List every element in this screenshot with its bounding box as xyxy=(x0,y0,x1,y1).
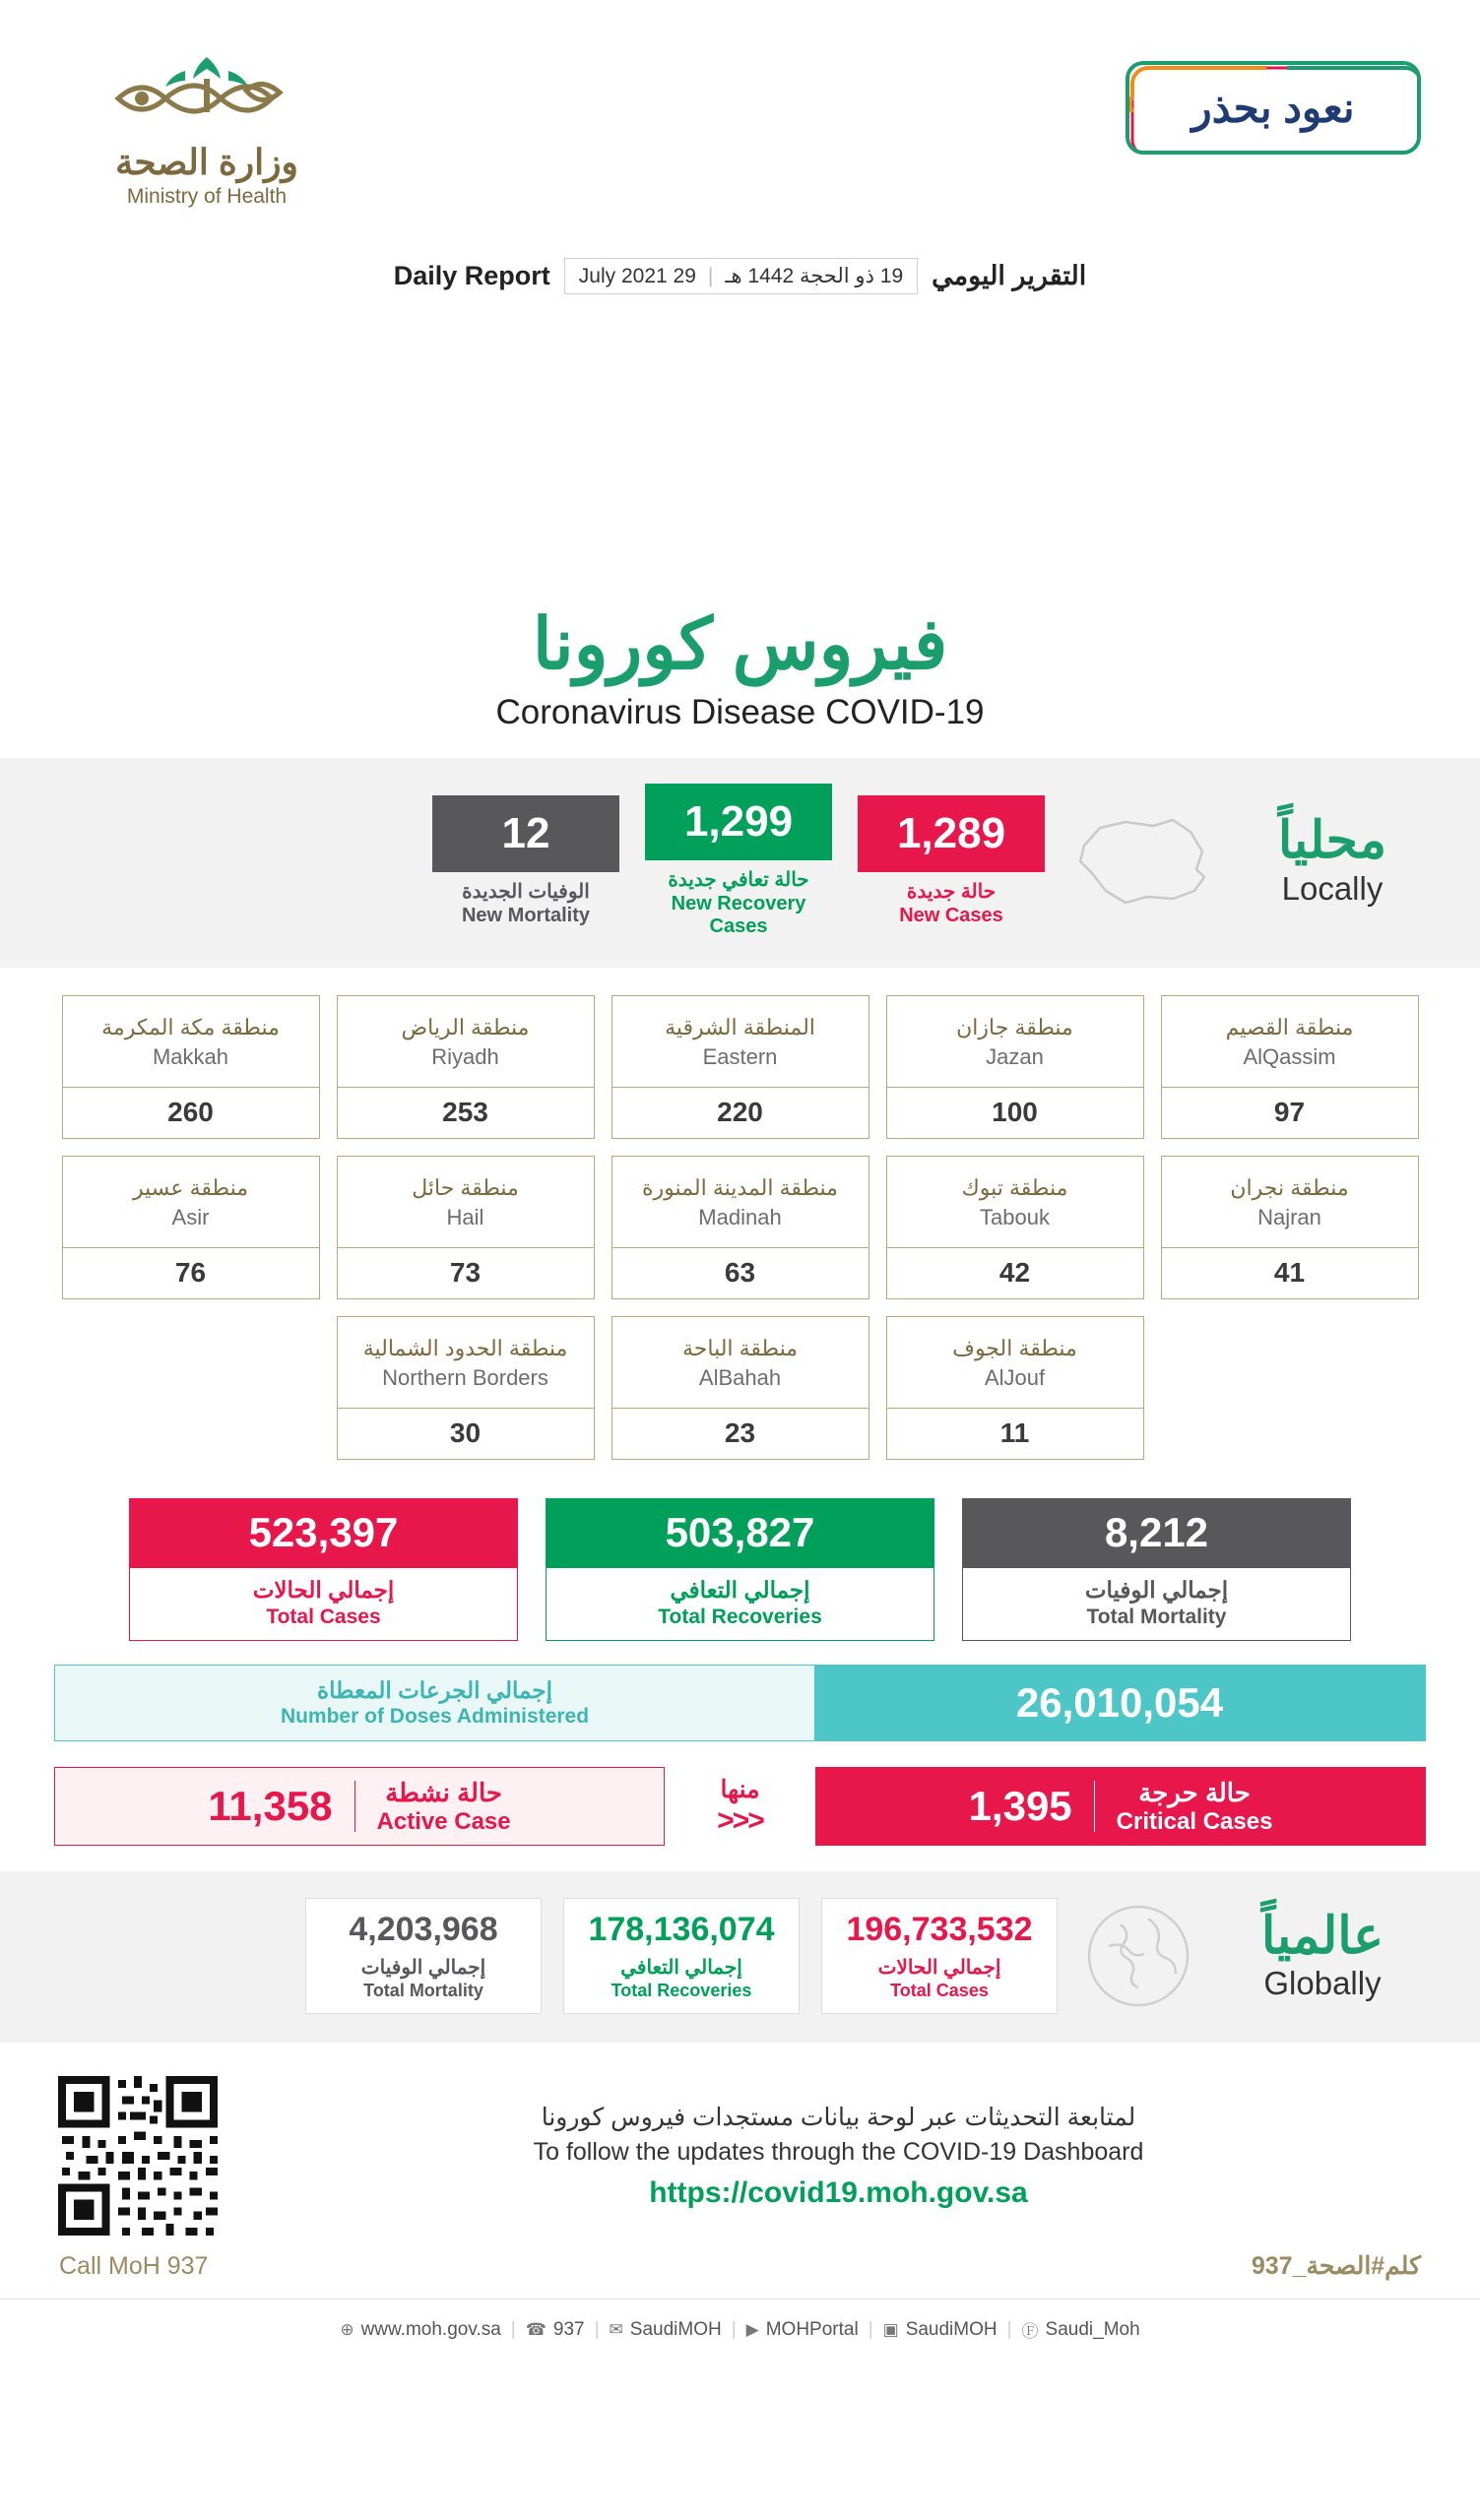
critical-cases-value: 1,395 xyxy=(968,1783,1072,1829)
of-which-label-ar: منها xyxy=(720,1776,760,1803)
dashboard-line-ar: لمتابعة التحديثات عبر لوحة بيانات مستجدات فيروس كورونا xyxy=(541,2103,1136,2131)
region-card-tabouk xyxy=(886,1156,1144,1299)
region-name-en: AlJouf xyxy=(984,1365,1046,1391)
critical-cases-caption xyxy=(1117,1778,1273,1836)
report-date-box xyxy=(564,258,918,294)
region-card-hail xyxy=(337,1156,595,1299)
region-name-ar: منطقة الباحة xyxy=(681,1335,799,1360)
doses-caption xyxy=(55,1666,814,1740)
page-title-en: Coronavirus Disease COVID-19 xyxy=(495,693,985,731)
region-name-ar: منطقة الرياض xyxy=(401,1014,530,1040)
globally-label xyxy=(1219,1907,1426,2003)
footer-website[interactable] xyxy=(340,2319,500,2341)
total-mortality-value: 8,212 xyxy=(963,1499,1350,1568)
active-cases-card xyxy=(54,1767,665,1846)
call-moh-en: Call MoH 937 xyxy=(59,2251,209,2280)
date-separator: | xyxy=(707,264,714,287)
regions-row-2 xyxy=(54,1156,1426,1299)
total-recoveries-caption-en: Total Recoveries xyxy=(658,1606,822,1628)
daily-report-label-en: Daily Report xyxy=(393,261,550,290)
new-cases-card xyxy=(858,795,1045,927)
qr-code-icon[interactable] xyxy=(54,2072,222,2239)
global-recoveries-caption-ar: إجمالي التعافي xyxy=(620,1957,742,1979)
new-recovery-value: 1,299 xyxy=(645,784,832,860)
call-moh-ar: كلم#الصحة_937 xyxy=(1251,2252,1421,2280)
active-cases-caption-ar: حالة نشطة xyxy=(385,1777,502,1807)
total-mortality-caption-ar: إجمالي الوفيات xyxy=(1084,1577,1229,1603)
region-name-ar: منطقة حائل xyxy=(412,1174,519,1200)
regions-grid xyxy=(0,968,1480,1482)
moh-emblem-icon xyxy=(59,49,354,138)
new-mortality-card xyxy=(432,795,619,927)
page-header xyxy=(0,0,1480,290)
critical-cases-caption-en: Critical Cases xyxy=(1116,1807,1273,1835)
page-title-ar: فيروس كورونا xyxy=(532,605,948,684)
footer-phone-label: 937 xyxy=(552,2318,585,2340)
dashboard-line-en: To follow the updates through the COVID-19 Dashboard xyxy=(533,2137,1144,2166)
campaign-badge xyxy=(1126,61,1421,155)
report-date-line xyxy=(0,258,1480,294)
active-cases-value: 11,358 xyxy=(208,1783,333,1829)
region-name-ar: منطقة القصيم xyxy=(1225,1014,1354,1040)
global-cases-card xyxy=(821,1898,1058,2014)
dashboard-url-link[interactable]: https://covid19.moh.gov.sa xyxy=(649,2175,1028,2209)
region-card-alqassim xyxy=(1161,995,1419,1139)
phone-icon: ☎ xyxy=(525,2319,547,2339)
region-name-ar: منطقة المدينة المنورة xyxy=(642,1174,838,1200)
total-cases-caption-en: Total Cases xyxy=(266,1606,381,1628)
region-name-ar: منطقة مكة المكرمة xyxy=(101,1014,280,1040)
region-card-aljouf xyxy=(886,1316,1144,1460)
global-recoveries-card xyxy=(563,1898,800,2014)
region-name-en: Madinah xyxy=(698,1205,782,1230)
region-name-en: Hail xyxy=(446,1205,484,1230)
total-mortality-caption-en: Total Mortality xyxy=(1086,1606,1227,1628)
footer-youtube-label: MOHPortal xyxy=(765,2318,859,2340)
active-critical-row xyxy=(54,1767,1426,1846)
region-card-makkah xyxy=(62,995,320,1139)
footer-phone[interactable] xyxy=(526,2319,585,2341)
campaign-slogan: نعود بحذر xyxy=(1191,85,1355,131)
region-name-block xyxy=(1162,996,1418,1087)
ministry-of-health-logo xyxy=(59,49,354,209)
locally-label xyxy=(1244,814,1421,908)
new-cases-caption-ar: حالة جديدة xyxy=(906,880,997,903)
region-value: 30 xyxy=(338,1408,594,1459)
region-name-en: Tabouk xyxy=(980,1205,1050,1230)
region-name-en: Makkah xyxy=(152,1044,229,1070)
facebook-icon: Ⓕ xyxy=(1021,2322,1039,2341)
doses-caption-en: Number of Doses Administered xyxy=(280,1705,590,1728)
footer-separator: | xyxy=(731,2318,737,2340)
region-value: 73 xyxy=(338,1247,594,1298)
region-name-en: AlQassim xyxy=(1243,1044,1336,1070)
region-card-asir xyxy=(62,1156,320,1299)
footer-instagram-label: SaudiMOH xyxy=(905,2318,997,2340)
footer-facebook-label: Saudi_Moh xyxy=(1045,2318,1140,2340)
new-mortality-caption-en: New Mortality xyxy=(461,904,591,926)
region-value: 97 xyxy=(1162,1087,1418,1138)
region-name-en: Northern Borders xyxy=(382,1365,548,1391)
globe-icon: ⊕ xyxy=(340,2319,354,2339)
region-name-block xyxy=(63,996,319,1087)
active-cases-caption xyxy=(377,1778,511,1836)
global-mortality-caption-ar: إجمالي الوفيات xyxy=(360,1957,486,1979)
region-name-block xyxy=(338,1317,594,1408)
footer-youtube[interactable] xyxy=(746,2319,859,2341)
divider xyxy=(1094,1781,1095,1832)
region-name-block xyxy=(63,1157,319,1247)
global-mortality-caption-en: Total Mortality xyxy=(363,1981,483,2000)
region-card-albahah xyxy=(611,1316,869,1460)
call-row xyxy=(0,2245,1480,2299)
region-name-ar: المنطقة الشرقية xyxy=(665,1014,815,1040)
footer-separator: | xyxy=(1006,2318,1012,2340)
report-date-gregorian: 29 July 2021 xyxy=(578,264,696,287)
region-name-en: Eastern xyxy=(702,1044,778,1070)
critical-cases-caption-ar: حالة حرجة xyxy=(1138,1777,1251,1807)
regions-row-3 xyxy=(54,1316,1426,1460)
region-name-en: Asir xyxy=(171,1205,210,1230)
global-cases-value: 196,733,532 xyxy=(846,1911,1033,1948)
new-mortality-value: 12 xyxy=(432,795,619,872)
twitter-icon: ✉ xyxy=(609,2319,623,2339)
region-card-madinah xyxy=(611,1156,869,1299)
new-recovery-caption-ar: حالة تعافي جديدة xyxy=(668,869,809,891)
new-recovery-card xyxy=(645,784,832,938)
global-cases-caption-ar: إجمالي الحالات xyxy=(877,1957,1001,1979)
total-cases-caption xyxy=(130,1568,517,1640)
region-value: 63 xyxy=(612,1247,869,1298)
total-recoveries-card xyxy=(546,1498,934,1641)
total-mortality-caption xyxy=(963,1568,1350,1640)
new-recovery-caption-en: New Recovery Cases xyxy=(671,893,806,937)
region-value: 42 xyxy=(887,1247,1143,1298)
globally-section xyxy=(0,1871,1480,2043)
region-name-block xyxy=(612,1317,869,1408)
total-recoveries-caption-ar: إجمالي التعافي xyxy=(670,1577,810,1603)
dashboard-section xyxy=(0,2043,1480,2245)
global-mortality-card xyxy=(305,1898,542,2014)
chevrons-left-icon: <<< xyxy=(717,1804,763,1837)
region-card-najran xyxy=(1161,1156,1419,1299)
doses-administered-bar xyxy=(54,1665,1426,1741)
youtube-icon: ▶ xyxy=(745,2319,759,2339)
region-card-riyadh xyxy=(337,995,595,1139)
doses-caption-ar: إجمالي الجرعات المعطاة xyxy=(317,1677,552,1703)
region-value: 100 xyxy=(887,1087,1143,1138)
footer-separator: | xyxy=(868,2318,873,2340)
total-cases-card xyxy=(129,1498,518,1641)
region-value: 220 xyxy=(612,1087,869,1138)
region-name-block xyxy=(612,1157,869,1247)
region-value: 11 xyxy=(887,1408,1143,1459)
total-recoveries-value: 503,827 xyxy=(547,1499,933,1568)
region-name-ar: منطقة تبوك xyxy=(961,1174,1068,1200)
locally-label-en: Locally xyxy=(1281,869,1383,907)
total-recoveries-caption xyxy=(547,1568,933,1640)
region-name-en: Jazan xyxy=(986,1044,1044,1070)
region-card-northern-borders xyxy=(337,1316,595,1460)
doses-value: 26,010,054 xyxy=(814,1666,1425,1740)
divider xyxy=(354,1781,355,1832)
new-mortality-caption-ar: الوفيات الجديدة xyxy=(462,880,590,903)
region-name-ar: منطقة الجوف xyxy=(952,1335,1077,1360)
active-cases-caption-en: Active Case xyxy=(376,1807,511,1835)
saudi-arabia-map-icon xyxy=(1070,812,1218,911)
footer-social-bar xyxy=(0,2299,1480,2363)
total-mortality-card xyxy=(962,1498,1351,1641)
footer-separator: | xyxy=(510,2318,516,2340)
region-name-ar: منطقة الحدود الشمالية xyxy=(362,1335,568,1360)
locally-section xyxy=(0,758,1480,968)
region-name-block xyxy=(887,996,1143,1087)
global-recoveries-caption-en: Total Recoveries xyxy=(611,1981,752,2000)
region-name-en: Najran xyxy=(1257,1205,1321,1230)
ministry-name-en: Ministry of Health xyxy=(126,185,288,208)
of-which-indicator xyxy=(667,1775,814,1838)
region-name-block xyxy=(1162,1157,1418,1247)
critical-cases-card xyxy=(815,1767,1426,1846)
footer-website-label: www.moh.gov.sa xyxy=(360,2318,501,2340)
region-value: 260 xyxy=(63,1087,319,1138)
dashboard-text xyxy=(251,2103,1426,2210)
region-name-block xyxy=(338,1157,594,1247)
region-name-ar: منطقة جازان xyxy=(956,1014,1073,1040)
daily-report-label-ar: التقرير اليومي xyxy=(932,261,1087,290)
region-name-block xyxy=(887,1157,1143,1247)
region-value: 76 xyxy=(63,1247,319,1298)
regions-row-1 xyxy=(54,995,1426,1139)
region-card-jazan xyxy=(886,995,1144,1139)
global-cases-caption-en: Total Cases xyxy=(890,1981,989,2000)
footer-instagram[interactable] xyxy=(883,2319,997,2341)
footer-twitter-label: SaudiMOH xyxy=(629,2318,722,2340)
globe-icon xyxy=(1079,1897,1197,2015)
region-name-en: AlBahah xyxy=(698,1365,782,1391)
global-recoveries-value: 178,136,074 xyxy=(588,1911,775,1948)
region-name-block xyxy=(887,1317,1143,1408)
region-value: 253 xyxy=(338,1087,594,1138)
ministry-name-ar: وزارة الصحة xyxy=(115,142,298,182)
total-cases-value: 523,397 xyxy=(130,1499,517,1568)
new-cases-caption-en: New Cases xyxy=(899,904,1003,926)
footer-separator: | xyxy=(594,2318,600,2340)
footer-facebook[interactable] xyxy=(1022,2317,1140,2342)
locally-label-ar: محلياً xyxy=(1277,812,1387,870)
new-cases-value: 1,289 xyxy=(858,795,1045,872)
globally-label-en: Globally xyxy=(1263,1965,1382,2002)
report-date-hijri: 19 ذو الحجة 1442 هـ xyxy=(725,265,904,287)
region-value: 23 xyxy=(612,1408,869,1459)
instagram-icon: ▣ xyxy=(882,2319,899,2339)
region-name-ar: منطقة عسير xyxy=(132,1174,249,1200)
totals-row xyxy=(0,1482,1480,1641)
total-cases-caption-ar: إجمالي الحالات xyxy=(252,1577,395,1603)
global-mortality-value: 4,203,968 xyxy=(349,1911,498,1948)
region-name-ar: منطقة نجران xyxy=(1230,1174,1349,1200)
region-value: 41 xyxy=(1162,1247,1418,1298)
footer-twitter[interactable] xyxy=(610,2319,722,2341)
globally-label-ar: عالمياً xyxy=(1260,1907,1384,1965)
region-name-block xyxy=(338,996,594,1087)
region-name-block xyxy=(612,996,869,1087)
region-name-en: Riyadh xyxy=(431,1044,499,1070)
region-card-eastern xyxy=(611,995,869,1139)
